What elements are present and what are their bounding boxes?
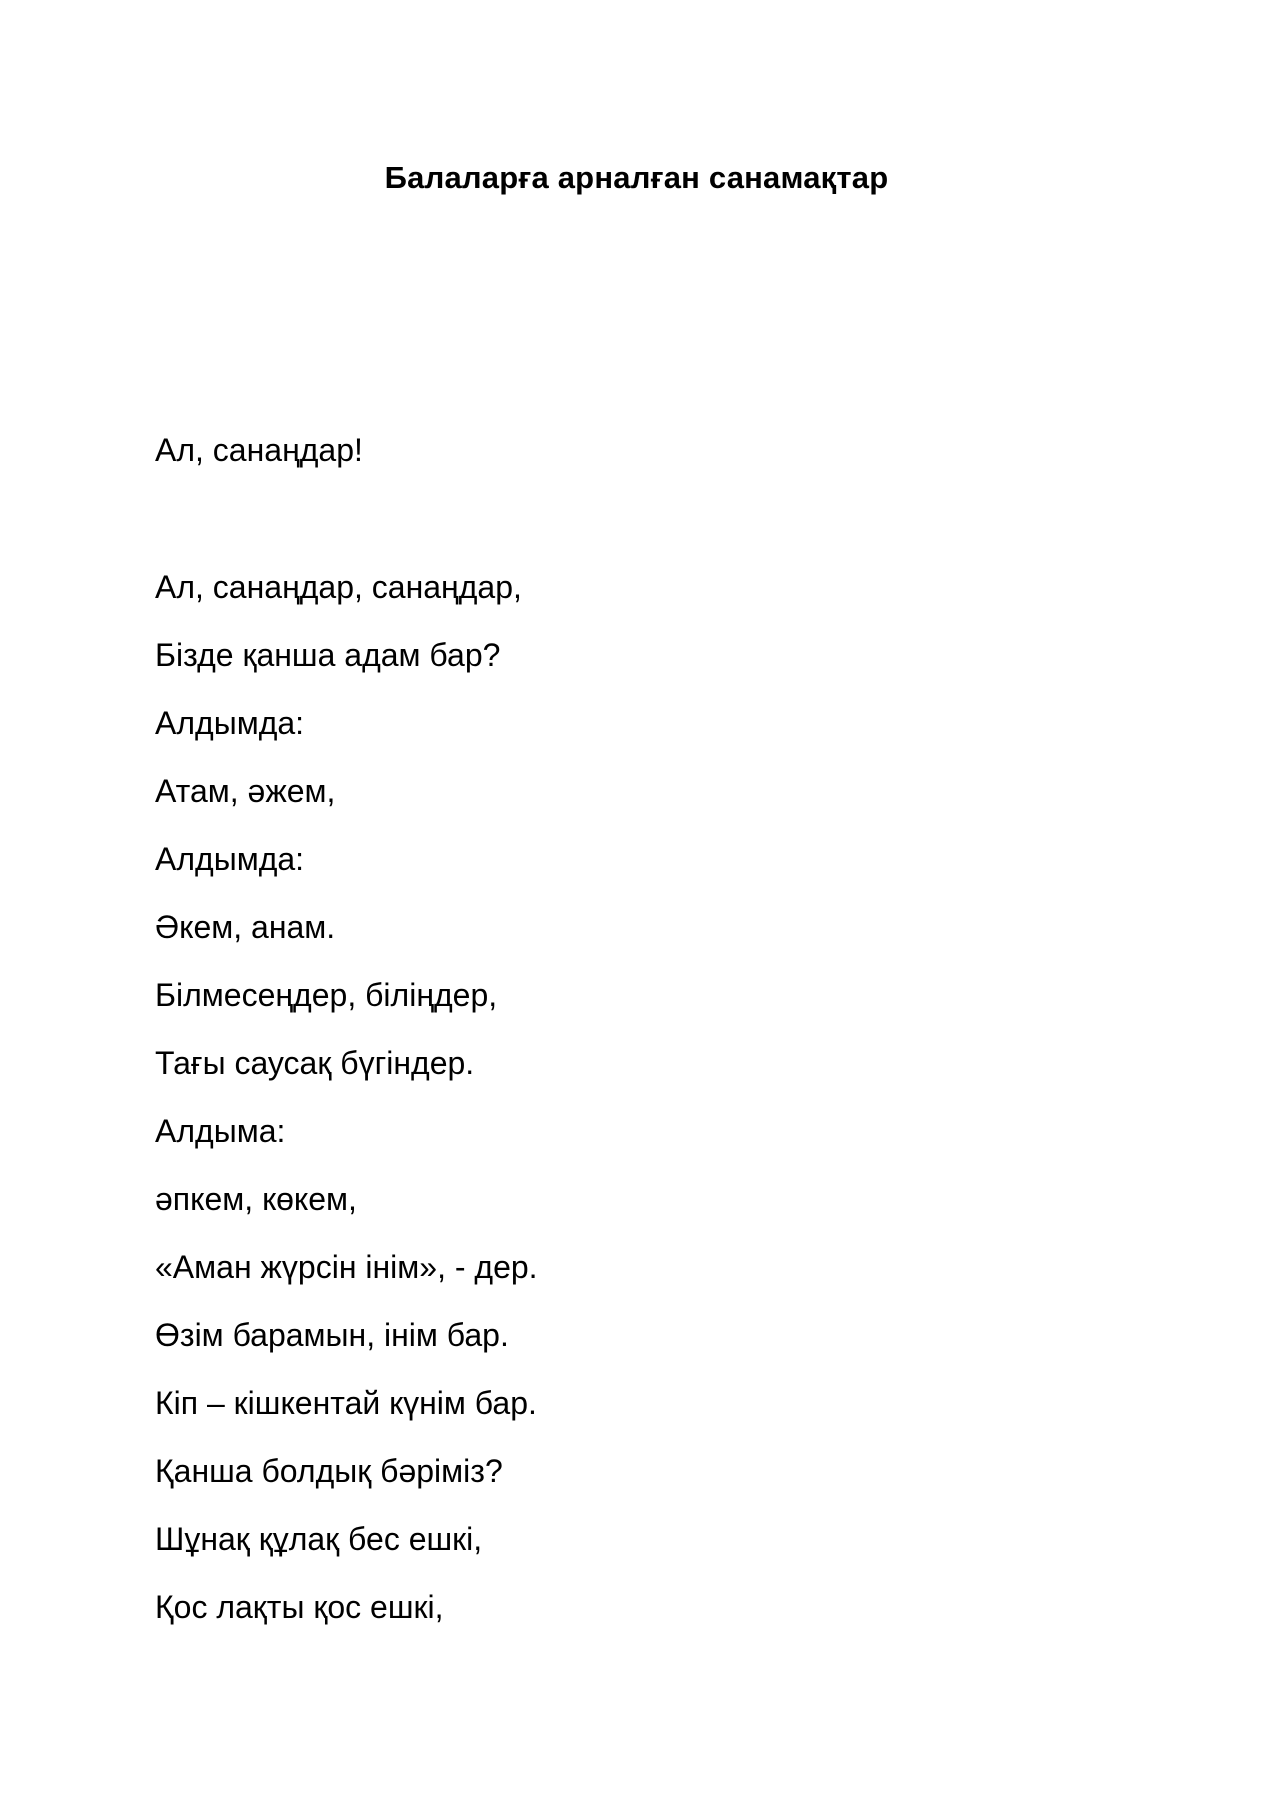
poem-line: Тағы саусақ бүгіндер. [155,1045,475,1081]
poem-body [155,567,538,1655]
poem-line: Білмесеңдер, біліңдер, [155,977,498,1013]
poem-line: Алдымда: [155,841,305,877]
poem-line: Өзім барамын, інім бар. [155,1317,509,1353]
poem-line: Қос лақты қос ешкі, [155,1589,444,1625]
poem-line: Алдымда: [155,705,305,741]
poem-line: Алдыма: [155,1113,286,1149]
poem-heading: Ал, санаңдар! [155,432,363,468]
document-title: Балаларға арналған санамақтар [384,160,889,195]
poem-line: Бізде қанша адам бар? [155,637,501,673]
poem-line: Кіп – кішкентай күнім бар. [155,1385,537,1421]
poem-line: Шұнақ құлақ бес ешкі, [155,1521,483,1557]
poem-line: Атам, әжем, [155,773,336,809]
poem-line: «Аман жүрсін інім», - дер. [155,1249,538,1285]
poem-line: Қанша болдық бәріміз? [155,1453,503,1489]
poem-line: Ал, санаңдар, санаңдар, [155,569,522,605]
poem-line: Әкем, анам. [155,909,336,945]
poem-line: әпкем, көкем, [155,1181,357,1217]
